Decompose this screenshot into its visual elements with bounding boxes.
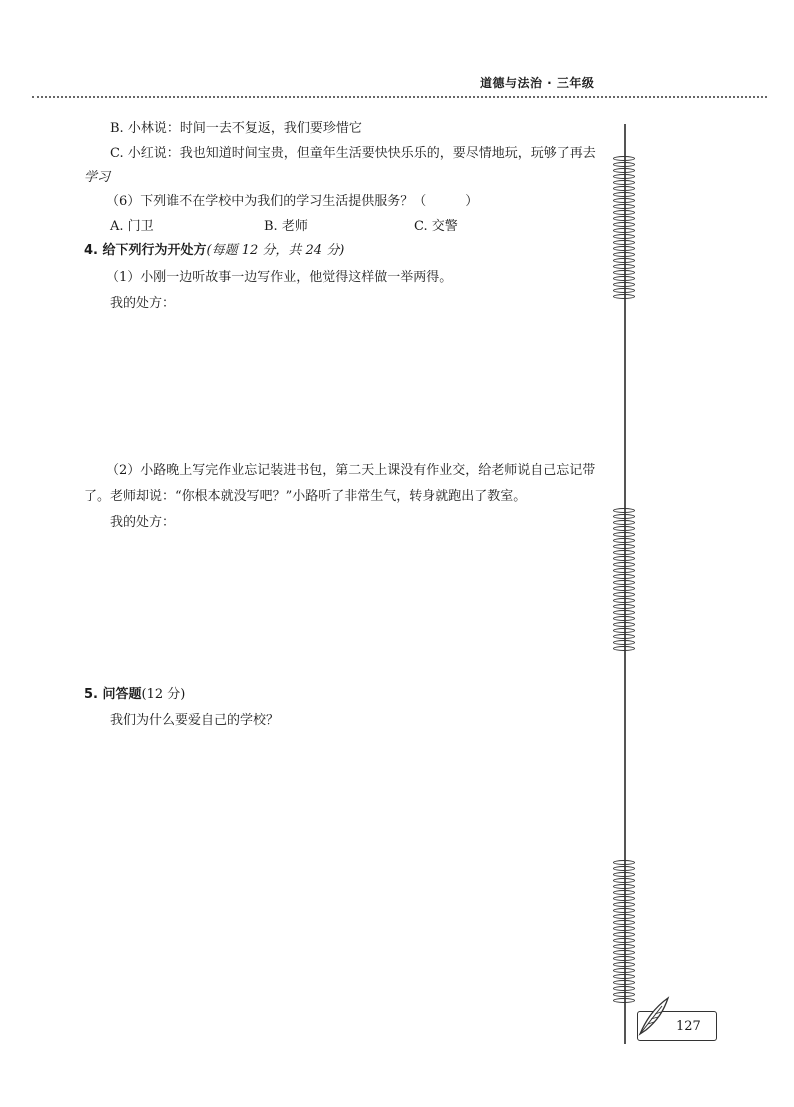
spiral-ring: [613, 616, 635, 621]
spiral-ring: [613, 180, 635, 185]
section-4-title: 4. 给下列行为开处方: [84, 243, 207, 258]
spiral-ring: [613, 968, 635, 973]
spiral-ring: [613, 156, 635, 161]
spiral-ring: [613, 980, 635, 985]
spiral-ring: [613, 592, 635, 597]
spiral-ring: [613, 210, 635, 215]
spiral-ring: [613, 562, 635, 567]
question-6: （6）下列谁不在学校中为我们的学习生活提供服务？（ ）: [106, 194, 479, 209]
spiral-binding-top: [612, 156, 638, 300]
spiral-ring: [613, 920, 635, 925]
section-4-question-2-line-1: （2）小路晚上写完作业忘记装进书包，第二天上课没有作业交，给老师说自己忘记带: [106, 463, 596, 478]
spiral-ring: [613, 908, 635, 913]
spiral-ring: [613, 234, 635, 239]
spiral-ring: [613, 944, 635, 949]
spiral-ring: [613, 204, 635, 209]
section-5-question: 我们为什么要爱自己的学校？: [110, 713, 280, 728]
spiral-ring: [613, 162, 635, 167]
header-divider: [32, 96, 767, 98]
spiral-ring: [613, 574, 635, 579]
spiral-ring: [613, 622, 635, 627]
q6-option-a: A. 门卫: [110, 219, 154, 234]
spiral-ring: [613, 246, 635, 251]
section-4-q2-answer-label: 我的处方：: [110, 515, 176, 530]
q6-option-c: C. 交警: [414, 219, 458, 234]
option-c-line-1: C. 小红说：我也知道时间宝贵，但童年生活要快快乐乐的，要尽情地玩，玩够了再去: [110, 146, 596, 161]
option-b: B. 小林说：时间一去不复返，我们要珍惜它: [110, 121, 362, 136]
spiral-ring: [613, 598, 635, 603]
spiral-ring: [613, 228, 635, 233]
spiral-ring: [613, 520, 635, 525]
spiral-ring: [613, 890, 635, 895]
spiral-ring: [613, 974, 635, 979]
spiral-ring: [613, 264, 635, 269]
spiral-ring: [613, 998, 635, 1003]
spiral-ring: [613, 532, 635, 537]
spiral-ring: [613, 538, 635, 543]
spiral-ring: [613, 628, 635, 633]
spiral-binding-bottom: [612, 860, 638, 1004]
spiral-ring: [613, 508, 635, 513]
spiral-ring: [613, 282, 635, 287]
spiral-ring: [613, 174, 635, 179]
spiral-ring: [613, 240, 635, 245]
spiral-ring: [613, 938, 635, 943]
spiral-ring: [613, 950, 635, 955]
spiral-ring: [613, 276, 635, 281]
spiral-ring: [613, 544, 635, 549]
section-5-score: (12 分): [141, 687, 186, 702]
spiral-ring: [613, 956, 635, 961]
spiral-ring: [613, 288, 635, 293]
section-4-q1-answer-label: 我的处方：: [110, 296, 176, 311]
section-4-score: (每题 12 分，共 24 分): [206, 243, 345, 258]
spiral-ring: [613, 586, 635, 591]
section-5-title: 5. 问答题: [84, 687, 142, 702]
spiral-ring: [613, 866, 635, 871]
section-4-heading: [84, 243, 344, 259]
spiral-ring: [613, 604, 635, 609]
spiral-ring: [613, 986, 635, 991]
spiral-ring: [613, 514, 635, 519]
spiral-ring: [613, 860, 635, 865]
spiral-ring: [613, 932, 635, 937]
spiral-ring: [613, 550, 635, 555]
spiral-ring: [613, 914, 635, 919]
spiral-ring: [613, 252, 635, 257]
spiral-ring: [613, 902, 635, 907]
quill-icon: [636, 994, 672, 1038]
spiral-ring: [613, 198, 635, 203]
spiral-ring: [613, 872, 635, 877]
spiral-ring: [613, 610, 635, 615]
section-5-heading: [84, 687, 185, 703]
spiral-ring: [613, 896, 635, 901]
spiral-ring: [613, 186, 635, 191]
spiral-ring: [613, 168, 635, 173]
spiral-ring: [613, 270, 635, 275]
header-title: 道德与法治 · 三年级: [480, 76, 595, 90]
spiral-ring: [613, 294, 635, 299]
q6-option-b: B. 老师: [264, 219, 308, 234]
option-c-line-2: 学习: [84, 170, 111, 185]
section-4-question-2-line-2: 了。老师却说：“你根本就没写吧？”小路听了非常生气，转身就跑出了教室。: [84, 489, 527, 504]
spiral-ring: [613, 216, 635, 221]
spiral-ring: [613, 526, 635, 531]
page-number: 127: [676, 1019, 701, 1034]
spiral-ring: [613, 640, 635, 645]
spiral-ring: [613, 580, 635, 585]
spiral-ring: [613, 634, 635, 639]
spiral-ring: [613, 568, 635, 573]
spiral-ring: [613, 556, 635, 561]
spiral-ring: [613, 878, 635, 883]
spiral-ring: [613, 926, 635, 931]
spiral-binding-middle: [612, 508, 638, 652]
spiral-ring: [613, 646, 635, 651]
spiral-ring: [613, 992, 635, 997]
spiral-ring: [613, 258, 635, 263]
spiral-ring: [613, 192, 635, 197]
section-4-question-1: （1）小刚一边听故事一边写作业，他觉得这样做一举两得。: [106, 270, 453, 285]
spiral-ring: [613, 884, 635, 889]
spiral-ring: [613, 222, 635, 227]
spiral-ring: [613, 962, 635, 967]
